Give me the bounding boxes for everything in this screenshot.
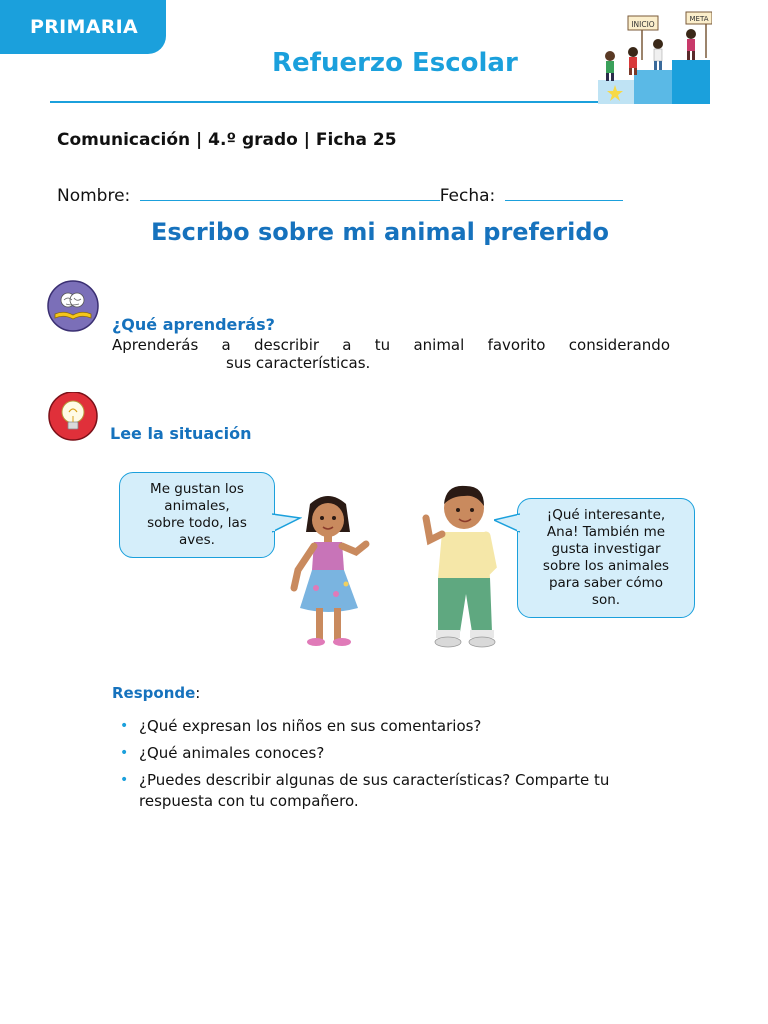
date-field[interactable] [505,182,623,201]
girl-bubble-line: Me gustan los [150,481,244,497]
boy-bubble-line: para saber cómo [548,575,664,591]
list-item [120,716,680,737]
question-text: ¿Qué expresan los niños en sus comentarios? [139,717,482,735]
boy-bubble-line: Ana! También me [546,524,666,540]
bullet-icon: • [120,745,129,761]
girl-bubble-line: animales, [164,498,230,514]
subject-line: Comunicación | 4.º grado | Ficha 25 [57,130,397,150]
list-item [120,743,680,764]
questions-list [120,716,680,818]
lightbulb-icon [44,392,102,442]
girl-bubble-line: aves. [179,532,215,548]
bullet-icon: • [120,718,129,734]
boy-bubble-line: son. [591,592,621,608]
respond-colon: : [195,684,201,702]
learn-text-line2: sus características. [226,354,371,372]
girl-illustration [286,490,378,650]
primaria-tab: PRIMARIA [0,0,166,54]
podium-illustration [596,8,712,104]
sign-goal: META [689,15,709,23]
boy-bubble-line: ¡Qué interesante, [546,507,666,523]
bullet-icon: • [120,772,129,788]
respond-word: Responde [112,684,196,702]
name-label: Nombre: [57,186,131,206]
name-field[interactable] [140,182,440,201]
boy-bubble-line: gusta investigar [551,541,661,557]
boy-bubble-line: sobre los animales [542,558,670,574]
situation-heading: Lee la situación [110,424,252,443]
learn-text-line1: Aprenderás a describir a tu animal favorito considerando [112,336,670,354]
brand-title: Refuerzo Escolar [272,48,518,78]
learn-heading: ¿Qué aprenderás? [112,315,275,334]
date-label: Fecha: [439,186,496,206]
respond-label [112,684,200,702]
boy-illustration [420,482,506,652]
sign-start: INICIO [631,20,655,29]
list-item [120,770,639,812]
question-text: ¿Puedes describir algunas de sus características? Comparte tu respuesta con tu compañero. [139,771,610,810]
girl-speech-bubble [119,472,275,558]
page-title: Escribo sobre mi animal preferido [150,218,610,246]
boy-speech-bubble [517,498,695,618]
girl-bubble-line: sobre todo, las [147,515,247,531]
name-date-row [57,182,623,206]
brain-book-icon [46,280,102,334]
question-text: ¿Qué animales conoces? [139,744,325,762]
